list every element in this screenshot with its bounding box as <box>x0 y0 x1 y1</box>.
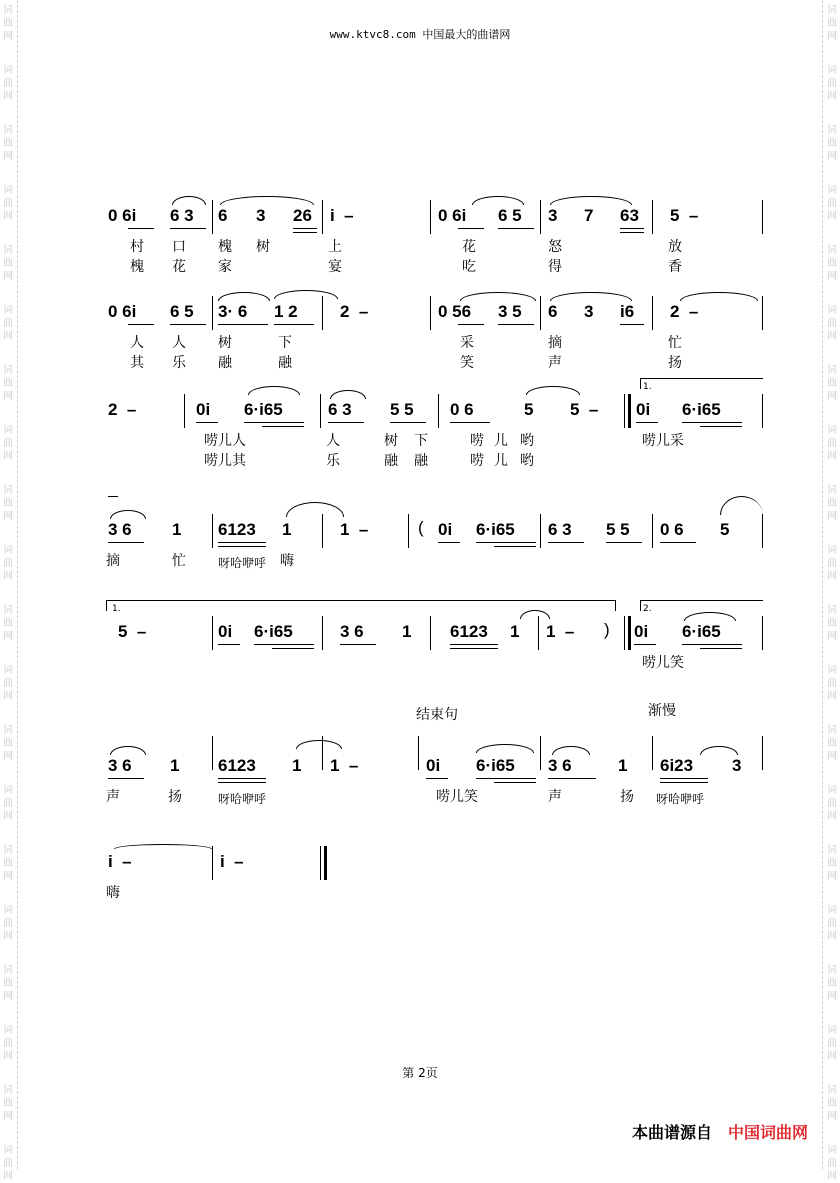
note-group: 6123 <box>450 622 488 641</box>
watermark-text: 词 曲 网 <box>3 65 13 102</box>
note-group: 5 – <box>570 400 599 419</box>
barline <box>762 514 763 548</box>
lyric: 得 <box>548 259 562 275</box>
volta-label: 1. <box>643 382 652 392</box>
underline <box>636 422 658 423</box>
lyric: 声 <box>548 355 562 371</box>
lyric: 唠儿采 <box>642 433 684 449</box>
note-group: 6·i65 <box>476 756 515 775</box>
source-brand[interactable]: 中国词曲网 <box>727 1123 808 1142</box>
underline <box>218 782 266 783</box>
lyric: 嗨 <box>280 553 294 569</box>
note-group: 6 3 <box>548 520 572 539</box>
note-group: 0 6 <box>450 400 474 419</box>
barline <box>762 296 763 330</box>
underline <box>218 546 266 547</box>
slur <box>274 290 338 299</box>
left-watermark-strip <box>0 0 16 1182</box>
underline <box>108 542 144 543</box>
note-group: 6·i65 <box>244 400 283 419</box>
underline <box>548 778 596 779</box>
lyric: 人 <box>130 335 144 351</box>
lyric: 乐 <box>326 453 340 469</box>
underline <box>620 228 644 229</box>
underline <box>390 422 426 423</box>
lyric: 树 <box>218 335 232 351</box>
slur <box>472 196 524 205</box>
final-barline-thick <box>324 846 327 880</box>
note-group: i – <box>220 852 244 871</box>
slur <box>220 196 314 205</box>
lyric: 宴 <box>328 259 342 275</box>
underline <box>700 426 742 427</box>
underline <box>196 422 218 423</box>
note-group: 1 <box>170 756 180 775</box>
volta-label: 2. <box>643 604 652 614</box>
page-header <box>0 26 840 42</box>
slur <box>720 496 763 515</box>
note-group: 1 – <box>546 622 575 641</box>
underline <box>634 644 656 645</box>
lyric: 扬 <box>668 355 682 371</box>
note-group: 3· 6 <box>218 302 248 321</box>
lyric: 口 <box>172 239 186 255</box>
watermark-text: 词 曲 网 <box>3 965 13 1002</box>
lyric: 其 <box>130 355 144 371</box>
watermark-text: 词 曲 网 <box>827 305 837 342</box>
lyric: 唠儿笑 <box>642 655 684 671</box>
note-group: 0i <box>636 400 651 419</box>
right-margin-line <box>822 0 823 1169</box>
note-group: 6 5 <box>170 302 194 321</box>
watermark-text: 词 曲 网 <box>827 845 837 882</box>
note-group: 0 6 <box>660 520 684 539</box>
lyric: 花 <box>462 239 476 255</box>
barline <box>540 200 541 234</box>
underline <box>244 422 304 423</box>
barline <box>430 200 431 234</box>
barline <box>322 200 323 234</box>
barline <box>540 736 541 770</box>
note-group: 5 5 <box>606 520 630 539</box>
watermark-text: 词 曲 网 <box>3 1145 13 1182</box>
lyric: 扬 <box>168 789 182 805</box>
right-watermark-strip <box>824 0 840 1182</box>
note-group: ) <box>604 620 610 639</box>
watermark-text: 词 曲 网 <box>3 725 13 762</box>
slur <box>550 292 632 301</box>
note-group: 3 5 <box>498 302 522 321</box>
note-group: 6·i65 <box>254 622 293 641</box>
barline <box>540 514 541 548</box>
underline <box>170 228 206 229</box>
note-group: 1 <box>282 520 292 539</box>
watermark-text: 词 曲 网 <box>3 305 13 342</box>
note-group: 3 <box>584 302 594 321</box>
watermark-text: 词 曲 网 <box>827 65 837 102</box>
slur <box>114 844 212 849</box>
barline <box>212 616 213 650</box>
volta-bracket-1-continuation <box>108 496 118 507</box>
underline <box>438 542 460 543</box>
underline <box>660 778 708 779</box>
note-group: 0i <box>196 400 211 419</box>
watermark-text: 词 曲 网 <box>827 665 837 702</box>
underline <box>450 648 498 649</box>
slur <box>296 740 342 749</box>
barline <box>430 616 431 650</box>
lyric: 声 <box>106 789 120 805</box>
lyric: 哟 <box>520 453 534 469</box>
watermark-text: 词 曲 网 <box>827 125 837 162</box>
lyric: 下 <box>414 433 428 449</box>
note-group: 0 6i <box>108 302 137 321</box>
watermark-text: 词 曲 网 <box>827 425 837 462</box>
watermark-text: 词 曲 网 <box>827 5 837 42</box>
underline <box>498 324 534 325</box>
barline <box>418 736 419 770</box>
slur <box>110 746 146 755</box>
lyric: 摘 <box>106 553 120 569</box>
barline <box>430 296 431 330</box>
barline <box>762 736 763 770</box>
slur <box>526 386 580 395</box>
lyric: 采 <box>460 335 474 351</box>
note-group: 0i <box>426 756 441 775</box>
note-group: 1 <box>292 756 302 775</box>
repeat-barline <box>628 616 631 650</box>
note-group: 2 – <box>670 302 699 321</box>
watermark-text: 词 曲 网 <box>827 725 837 762</box>
ending-phrase-marking: 结束句 <box>416 707 458 723</box>
underline <box>274 324 314 325</box>
underline <box>498 228 534 229</box>
underline <box>620 324 644 325</box>
header-tagline: 中国最大的曲谱网 <box>422 28 511 41</box>
underline <box>606 542 642 543</box>
underline <box>340 644 376 645</box>
note-group: 0i <box>218 622 233 641</box>
note-group: 0 56 <box>438 302 472 321</box>
slur <box>550 196 632 205</box>
watermark-text: 词 曲 网 <box>3 905 13 942</box>
slur <box>172 196 206 205</box>
slur <box>684 612 736 621</box>
note-group: 1 <box>510 622 520 641</box>
underline <box>218 644 240 645</box>
barline <box>184 394 185 428</box>
barline <box>322 616 323 650</box>
lyric: 放 <box>668 239 682 255</box>
note-group: i – <box>330 206 354 225</box>
watermark-text: 词 曲 网 <box>3 605 13 642</box>
barline <box>762 394 763 428</box>
note-group: 6123 <box>218 520 256 539</box>
watermark-text: 词 曲 网 <box>827 785 837 822</box>
lyric: 嗨 <box>106 885 120 901</box>
lyric: 呀哈咿呼 <box>218 792 267 806</box>
underline <box>218 324 268 325</box>
watermark-text: 词 曲 网 <box>3 1025 13 1062</box>
slur <box>476 744 534 753</box>
note-group: 3 6 <box>548 756 572 775</box>
note-group: 6123 <box>218 756 256 775</box>
ritardando-marking: 渐慢 <box>648 703 676 719</box>
slur <box>552 746 590 755</box>
watermark-text: 词 曲 网 <box>827 545 837 582</box>
underline <box>458 324 484 325</box>
note-group: 3 <box>732 756 742 775</box>
lyric: 声 <box>548 789 562 805</box>
note-group: 1 2 <box>274 302 298 321</box>
note-group: 6·i65 <box>476 520 515 539</box>
slur <box>330 390 366 399</box>
slur <box>460 292 536 301</box>
watermark-text: 词 曲 网 <box>3 185 13 222</box>
underline <box>128 324 154 325</box>
underline <box>660 782 708 783</box>
underline <box>450 422 490 423</box>
underline <box>293 232 317 233</box>
slur <box>110 510 146 519</box>
lyric: 融 <box>384 453 398 469</box>
underline <box>548 542 584 543</box>
lyric: 乐 <box>172 355 186 371</box>
volta-bracket-1 <box>640 378 763 389</box>
note-group: 6 3 <box>170 206 194 225</box>
note-group: 6·i65 <box>682 622 721 641</box>
slur <box>680 292 758 301</box>
lyric: 笑 <box>460 355 474 371</box>
lyric: 哟 <box>520 433 534 449</box>
page-number: 第 2页 <box>402 1066 438 1080</box>
source-credit <box>632 1120 808 1143</box>
volta-label: 1. <box>112 604 121 614</box>
note-group: 5 <box>720 520 730 539</box>
source-label: 本曲谱源自 <box>631 1123 712 1142</box>
watermark-text: 词 曲 网 <box>827 965 837 1002</box>
watermark-text: 词 曲 网 <box>827 365 837 402</box>
watermark-text: 词 曲 网 <box>3 845 13 882</box>
note-group: 26 <box>293 206 312 225</box>
note-group: 3 6 <box>340 622 364 641</box>
lyric: 呀哈咿呼 <box>656 792 705 806</box>
note-group: 6 <box>548 302 558 321</box>
underline <box>476 542 536 543</box>
watermark-text: 词 曲 网 <box>827 1085 837 1122</box>
underline <box>170 324 206 325</box>
lyric: 树 <box>384 433 398 449</box>
note-group: 1 <box>402 622 412 641</box>
note-group: 6·i65 <box>682 400 721 419</box>
barline <box>624 616 625 650</box>
watermark-text: 词 曲 网 <box>827 605 837 642</box>
note-group: 6i23 <box>660 756 694 775</box>
watermark-text: 词 曲 网 <box>3 125 13 162</box>
underline <box>682 644 742 645</box>
lyric: 人 <box>326 433 340 449</box>
barline <box>652 296 653 330</box>
lyric: 家 <box>218 259 232 275</box>
note-group: 1 <box>172 520 182 539</box>
barline <box>624 394 625 428</box>
slur <box>520 610 550 619</box>
underline <box>426 778 448 779</box>
underline <box>254 644 314 645</box>
lyric: 上 <box>328 239 342 255</box>
note-group: 0i <box>634 622 649 641</box>
note-group: 3 <box>256 206 266 225</box>
note-group: 5 – <box>118 622 147 641</box>
lyric: 儿 <box>494 433 508 449</box>
note-group: 0i <box>438 520 453 539</box>
lyric: 忙 <box>668 335 682 351</box>
lyric: 唠儿其 <box>204 453 246 469</box>
note-group: 6 5 <box>498 206 522 225</box>
lyric: 下 <box>278 335 292 351</box>
barline <box>212 514 213 548</box>
watermark-text: 词 曲 网 <box>3 665 13 702</box>
note-group: 1 – <box>340 520 369 539</box>
header-url[interactable]: www.ktvc8.com <box>329 28 416 41</box>
underline <box>272 648 314 649</box>
barline <box>438 394 439 428</box>
lyric: 树 <box>256 239 270 255</box>
lyric: 槐 <box>130 259 144 275</box>
lyric: 摘 <box>548 335 562 351</box>
lyric: 融 <box>278 355 292 371</box>
underline <box>450 644 498 645</box>
note-group: 2 – <box>340 302 369 321</box>
note-group: 6 <box>218 206 228 225</box>
note-group: ( <box>418 518 424 537</box>
lyric: 唠 <box>470 453 484 469</box>
barline <box>762 616 763 650</box>
slur <box>286 502 344 517</box>
watermark-text: 词 曲 网 <box>3 365 13 402</box>
lyric: 香 <box>668 259 682 275</box>
lyric: 扬 <box>620 789 634 805</box>
watermark-text: 词 曲 网 <box>827 905 837 942</box>
watermark-text: 词 曲 网 <box>3 1085 13 1122</box>
lyric: 怒 <box>548 239 562 255</box>
slur <box>700 746 738 755</box>
barline <box>408 514 409 548</box>
barline <box>212 846 213 880</box>
barline <box>540 296 541 330</box>
underline <box>494 782 536 783</box>
note-group: 0 6i <box>108 206 137 225</box>
lyric: 花 <box>172 259 186 275</box>
note-group: 6 3 <box>328 400 352 419</box>
slur <box>248 386 300 395</box>
barline <box>322 296 323 330</box>
note-group: 3 <box>548 206 558 225</box>
watermark-text: 词 曲 网 <box>827 485 837 522</box>
barline <box>212 736 213 770</box>
underline <box>494 546 536 547</box>
underline <box>218 778 266 779</box>
underline <box>700 648 742 649</box>
note-group: 63 <box>620 206 639 225</box>
note-group: 3 6 <box>108 520 132 539</box>
barline <box>212 200 213 234</box>
underline <box>476 778 536 779</box>
lyric: 唠儿笑 <box>436 789 478 805</box>
barline <box>538 616 539 650</box>
volta-bracket-1b <box>106 600 616 611</box>
note-group: 0 6i <box>438 206 467 225</box>
underline <box>108 778 144 779</box>
underline <box>620 232 644 233</box>
underline <box>128 228 154 229</box>
lyric: 唠儿人 <box>204 433 246 449</box>
lyric: 槐 <box>218 239 232 255</box>
barline <box>322 514 323 548</box>
watermark-text: 词 曲 网 <box>827 1145 837 1182</box>
note-group: 5 5 <box>390 400 414 419</box>
lyric: 村 <box>130 239 144 255</box>
lyric: 融 <box>414 453 428 469</box>
note-group: i – <box>108 852 132 871</box>
barline <box>652 200 653 234</box>
lyric: 忙 <box>172 553 186 569</box>
barline <box>212 296 213 330</box>
underline <box>262 426 304 427</box>
note-group: 1 <box>618 756 628 775</box>
slur <box>218 292 270 301</box>
final-barline-thin <box>320 846 321 880</box>
lyric: 唠 <box>470 433 484 449</box>
watermark-text: 词 曲 网 <box>3 5 13 42</box>
watermark-text: 词 曲 网 <box>827 185 837 222</box>
lyric: 儿 <box>494 453 508 469</box>
barline <box>320 394 321 428</box>
lyric: 人 <box>172 335 186 351</box>
note-group: 5 – <box>670 206 699 225</box>
watermark-text: 词 曲 网 <box>3 245 13 282</box>
note-group: i6 <box>620 302 635 321</box>
underline <box>682 422 742 423</box>
watermark-text: 词 曲 网 <box>3 545 13 582</box>
watermark-text: 词 曲 网 <box>827 1025 837 1062</box>
underline <box>293 228 317 229</box>
volta-bracket-2 <box>640 600 763 611</box>
underline <box>660 542 696 543</box>
repeat-barline <box>628 394 631 428</box>
barline <box>762 200 763 234</box>
note-group: 7 <box>584 206 594 225</box>
barline <box>652 736 653 770</box>
underline <box>218 542 266 543</box>
note-group: 2 – <box>108 400 137 419</box>
barline <box>652 514 653 548</box>
note-group: 5 <box>524 400 534 419</box>
watermark-text: 词 曲 网 <box>827 245 837 282</box>
lyric: 融 <box>218 355 232 371</box>
underline <box>458 228 484 229</box>
lyric: 吃 <box>462 259 476 275</box>
watermark-text: 词 曲 网 <box>3 785 13 822</box>
note-group: 3 6 <box>108 756 132 775</box>
note-group: 1 – <box>330 756 359 775</box>
watermark-text: 词 曲 网 <box>3 425 13 462</box>
watermark-text: 词 曲 网 <box>3 485 13 522</box>
underline <box>328 422 364 423</box>
lyric: 呀哈咿呼 <box>218 556 267 570</box>
left-margin-line <box>17 0 18 1169</box>
